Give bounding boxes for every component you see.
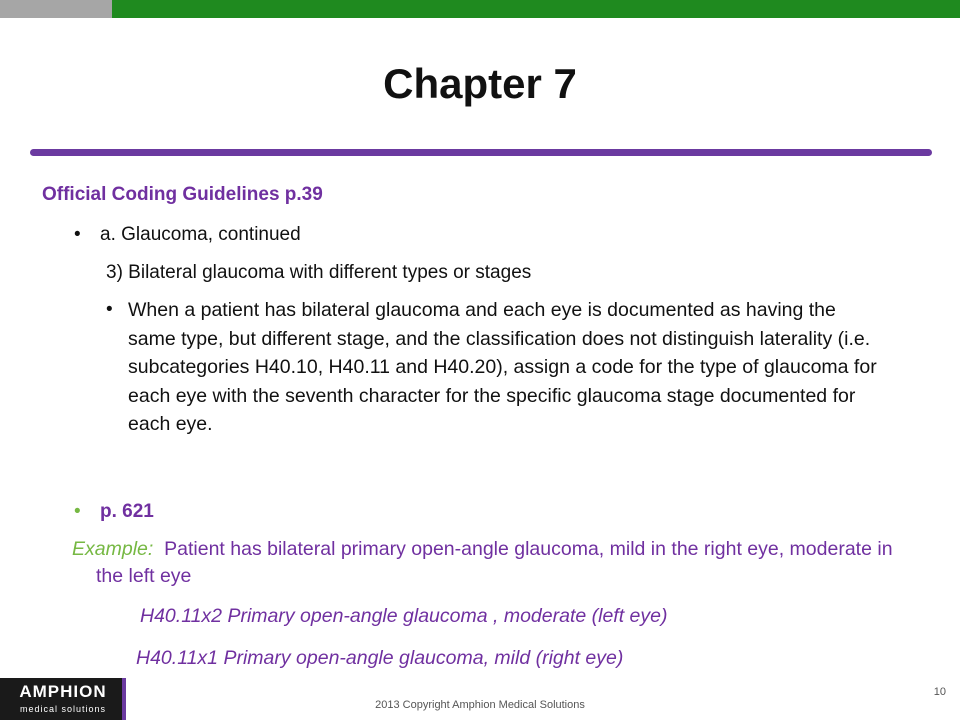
bullet-dot: • [106,299,113,320]
logo-wordmark: AMPHION [19,682,107,701]
page-number: 10 [933,686,946,698]
code-right-eye: H40.11x1 Primary open-angle glaucoma, mild (right eye) [136,647,624,669]
guideline-paragraph: When a patient has bilateral glaucoma and each eye is documented as having the same type, but different stage, and the classification does not distinguish laterality (i.e. subcategories H40.10, H40.11 and H40.20), assign a code for the type of glaucoma for each eye with the seventh character for the specific glaucoma stage documented for each eye. [128,299,877,435]
example-text: Patient has bilateral primary open-angle glaucoma, mild in the right eye, moderate in the left eye [96,538,893,587]
slide-title: Chapter 7 [383,60,577,107]
glaucoma-bullet: a. Glaucoma, continued [100,224,301,245]
page-reference: p. 621 [100,501,154,522]
bullet-dot: • [74,501,81,522]
title-divider [30,149,932,156]
code-left-eye: H40.11x2 Primary open-angle glaucoma , moderate (left eye) [140,605,668,627]
example-label: Example: [72,538,154,560]
guidelines-heading: Official Coding Guidelines p.39 [42,184,323,205]
example-block [72,536,916,590]
copyright-footer: 2013 Copyright Amphion Medical Solutions [375,699,585,711]
top-bar-gray [0,0,112,18]
top-bar-green [112,0,960,18]
bullet-dot: • [74,224,81,245]
bilateral-subheading: 3) Bilateral glaucoma with different types or stages [106,262,532,283]
logo-tagline: medical solutions [19,704,107,714]
